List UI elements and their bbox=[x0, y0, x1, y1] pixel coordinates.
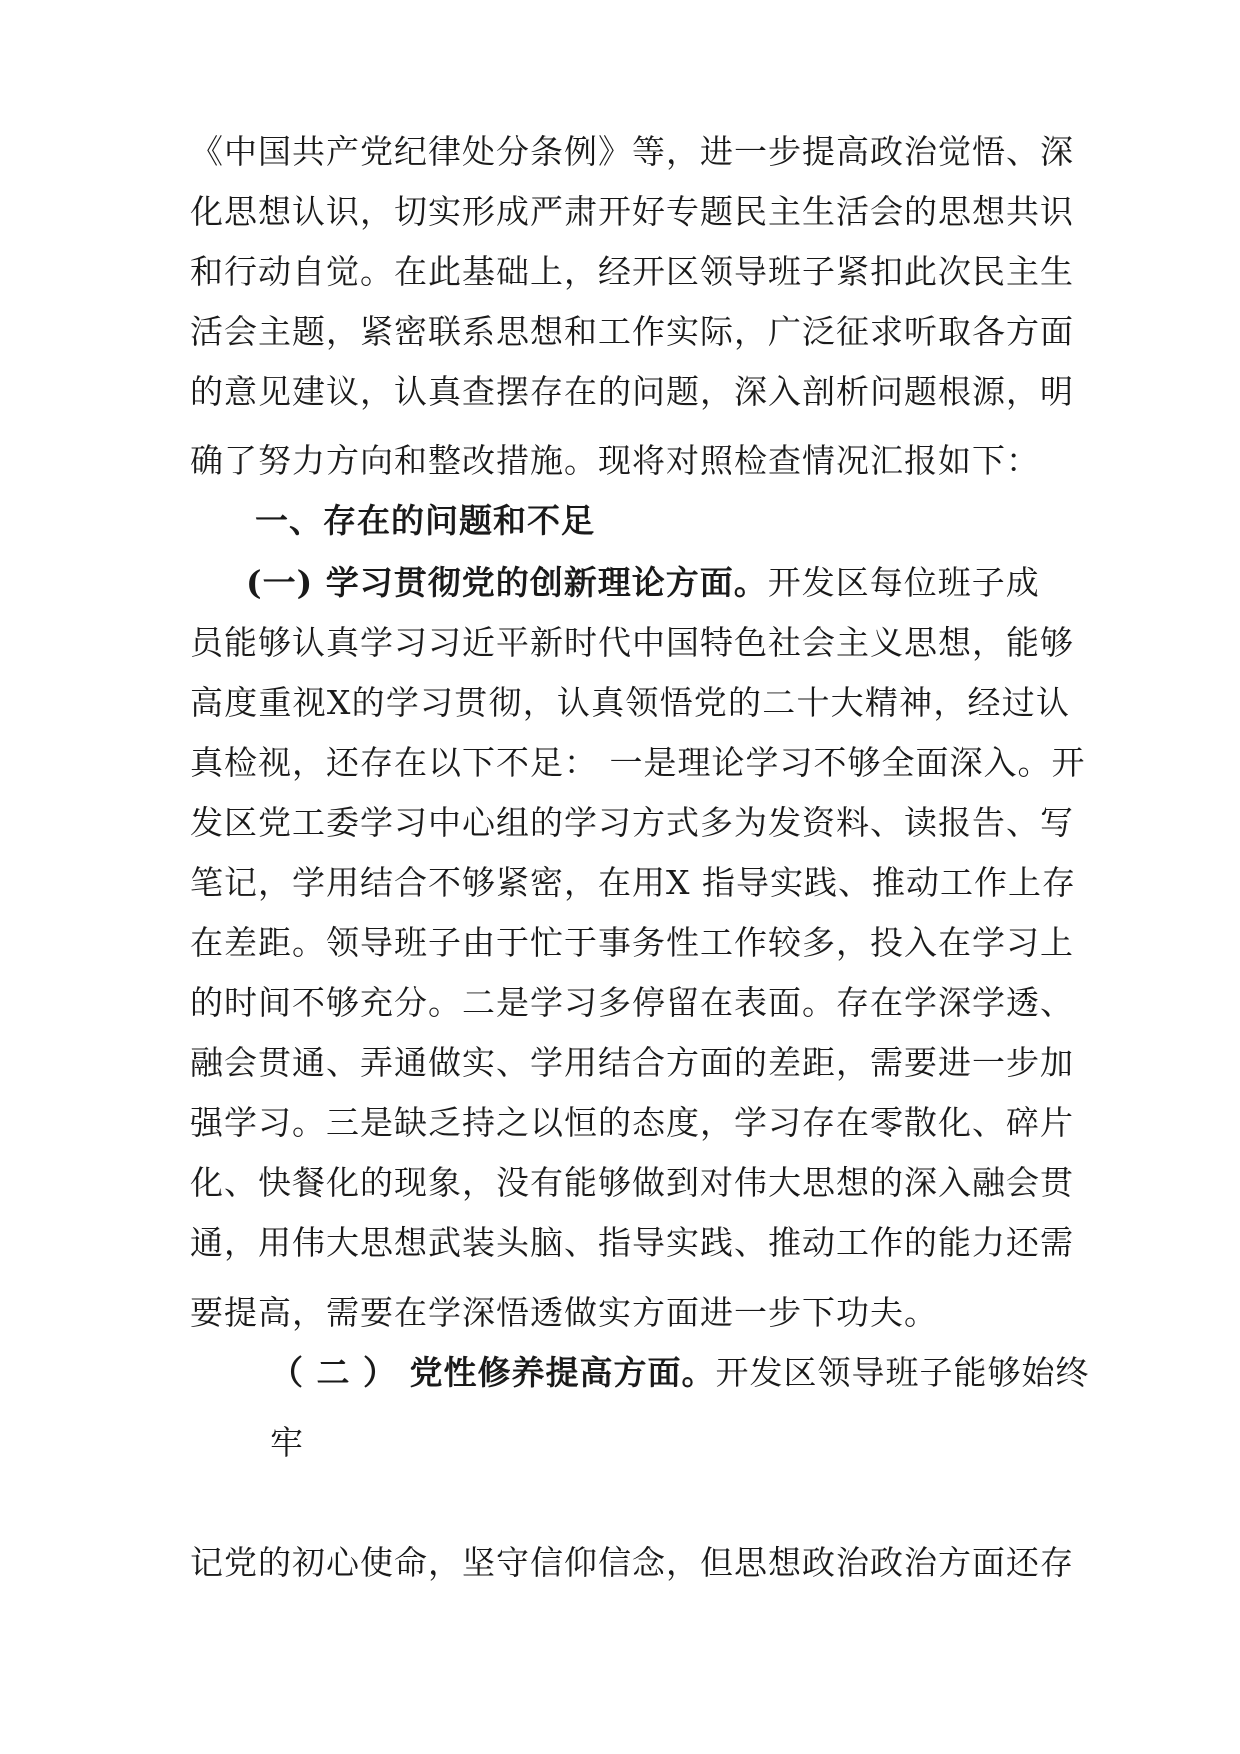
paragraph-line: 真检视，还存在以下不足： 一是理论学习不够全面深入。开 bbox=[190, 743, 1086, 782]
paragraph-line: 的时间不够充分。二是学习多停留在表面。存在学深学透、 bbox=[190, 983, 1074, 1022]
paragraph-line: 化、快餐化的现象，没有能够做到对伟大思想的深入融会贯 bbox=[190, 1163, 1074, 1202]
subsection-first-line bbox=[246, 563, 1070, 603]
subsection-text: 开发区领导班子能够始终 bbox=[715, 1353, 1090, 1392]
paragraph-line: 在差距。领导班子由于忙于事务性工作较多，投入在学习上 bbox=[190, 923, 1074, 962]
paragraph-line: 强学习。三是缺乏持之以恒的态度，学习存在零散化、碎片 bbox=[190, 1103, 1074, 1142]
paragraph-line: 化思想认识，切实形成严肃开好专题民主生活会的思想共识 bbox=[190, 192, 1074, 231]
wrapped-character: 牢 bbox=[270, 1423, 304, 1462]
subsection-first-line bbox=[270, 1353, 1089, 1393]
section-heading: 一、存在的问题和不足 bbox=[255, 501, 595, 540]
paragraph-line: 笔记，学用结合不够紧密，在用X 指导实践、推动工作上存 bbox=[190, 863, 1076, 902]
paragraph-line: 记党的初心使命，坚守信仰信念，但思想政治政治方面还存 bbox=[190, 1543, 1074, 1582]
paragraph-line: 活会主题，紧密联系思想和工作实际，广泛征求听取各方面 bbox=[190, 312, 1074, 351]
paragraph-line: 的意见建议，认真查摆存在的问题，深入剖析问题根源，明 bbox=[190, 372, 1074, 411]
paragraph-line: 发区党工委学习中心组的学习方式多为发资料、读报告、写 bbox=[190, 803, 1074, 842]
subsection-title: （ 二 ） 党性修养提高方面。 bbox=[270, 1353, 716, 1392]
paragraph-line: 和行动自觉。在此基础上，经开区领导班子紧扣此次民主生 bbox=[190, 252, 1074, 291]
paragraph-line: 确了努力方向和整改措施。现将对照检查情况汇报如下： bbox=[190, 441, 1040, 480]
subsection-text: 开发区每位班子成 bbox=[767, 563, 1040, 602]
paragraph-line: 《中国共产党纪律处分条例》等，进一步提高政治觉悟、深 bbox=[190, 132, 1074, 171]
paragraph-line: 通，用伟大思想武装头脑、指导实践、推动工作的能力还需 bbox=[190, 1223, 1074, 1262]
paragraph-line: 要提高，需要在学深悟透做实方面进一步下功夫。 bbox=[190, 1293, 938, 1332]
paragraph-line: 员能够认真学习习近平新时代中国特色社会主义思想，能够 bbox=[190, 623, 1074, 662]
paragraph-line: 融会贯通、弄通做实、学用结合方面的差距，需要进一步加 bbox=[190, 1043, 1074, 1082]
subsection-title: (一) 学习贯彻党的创新理论方面。 bbox=[246, 563, 768, 602]
paragraph-line: 高度重视X的学习贯彻，认真领悟党的二十大精神，经过认 bbox=[190, 683, 1070, 722]
